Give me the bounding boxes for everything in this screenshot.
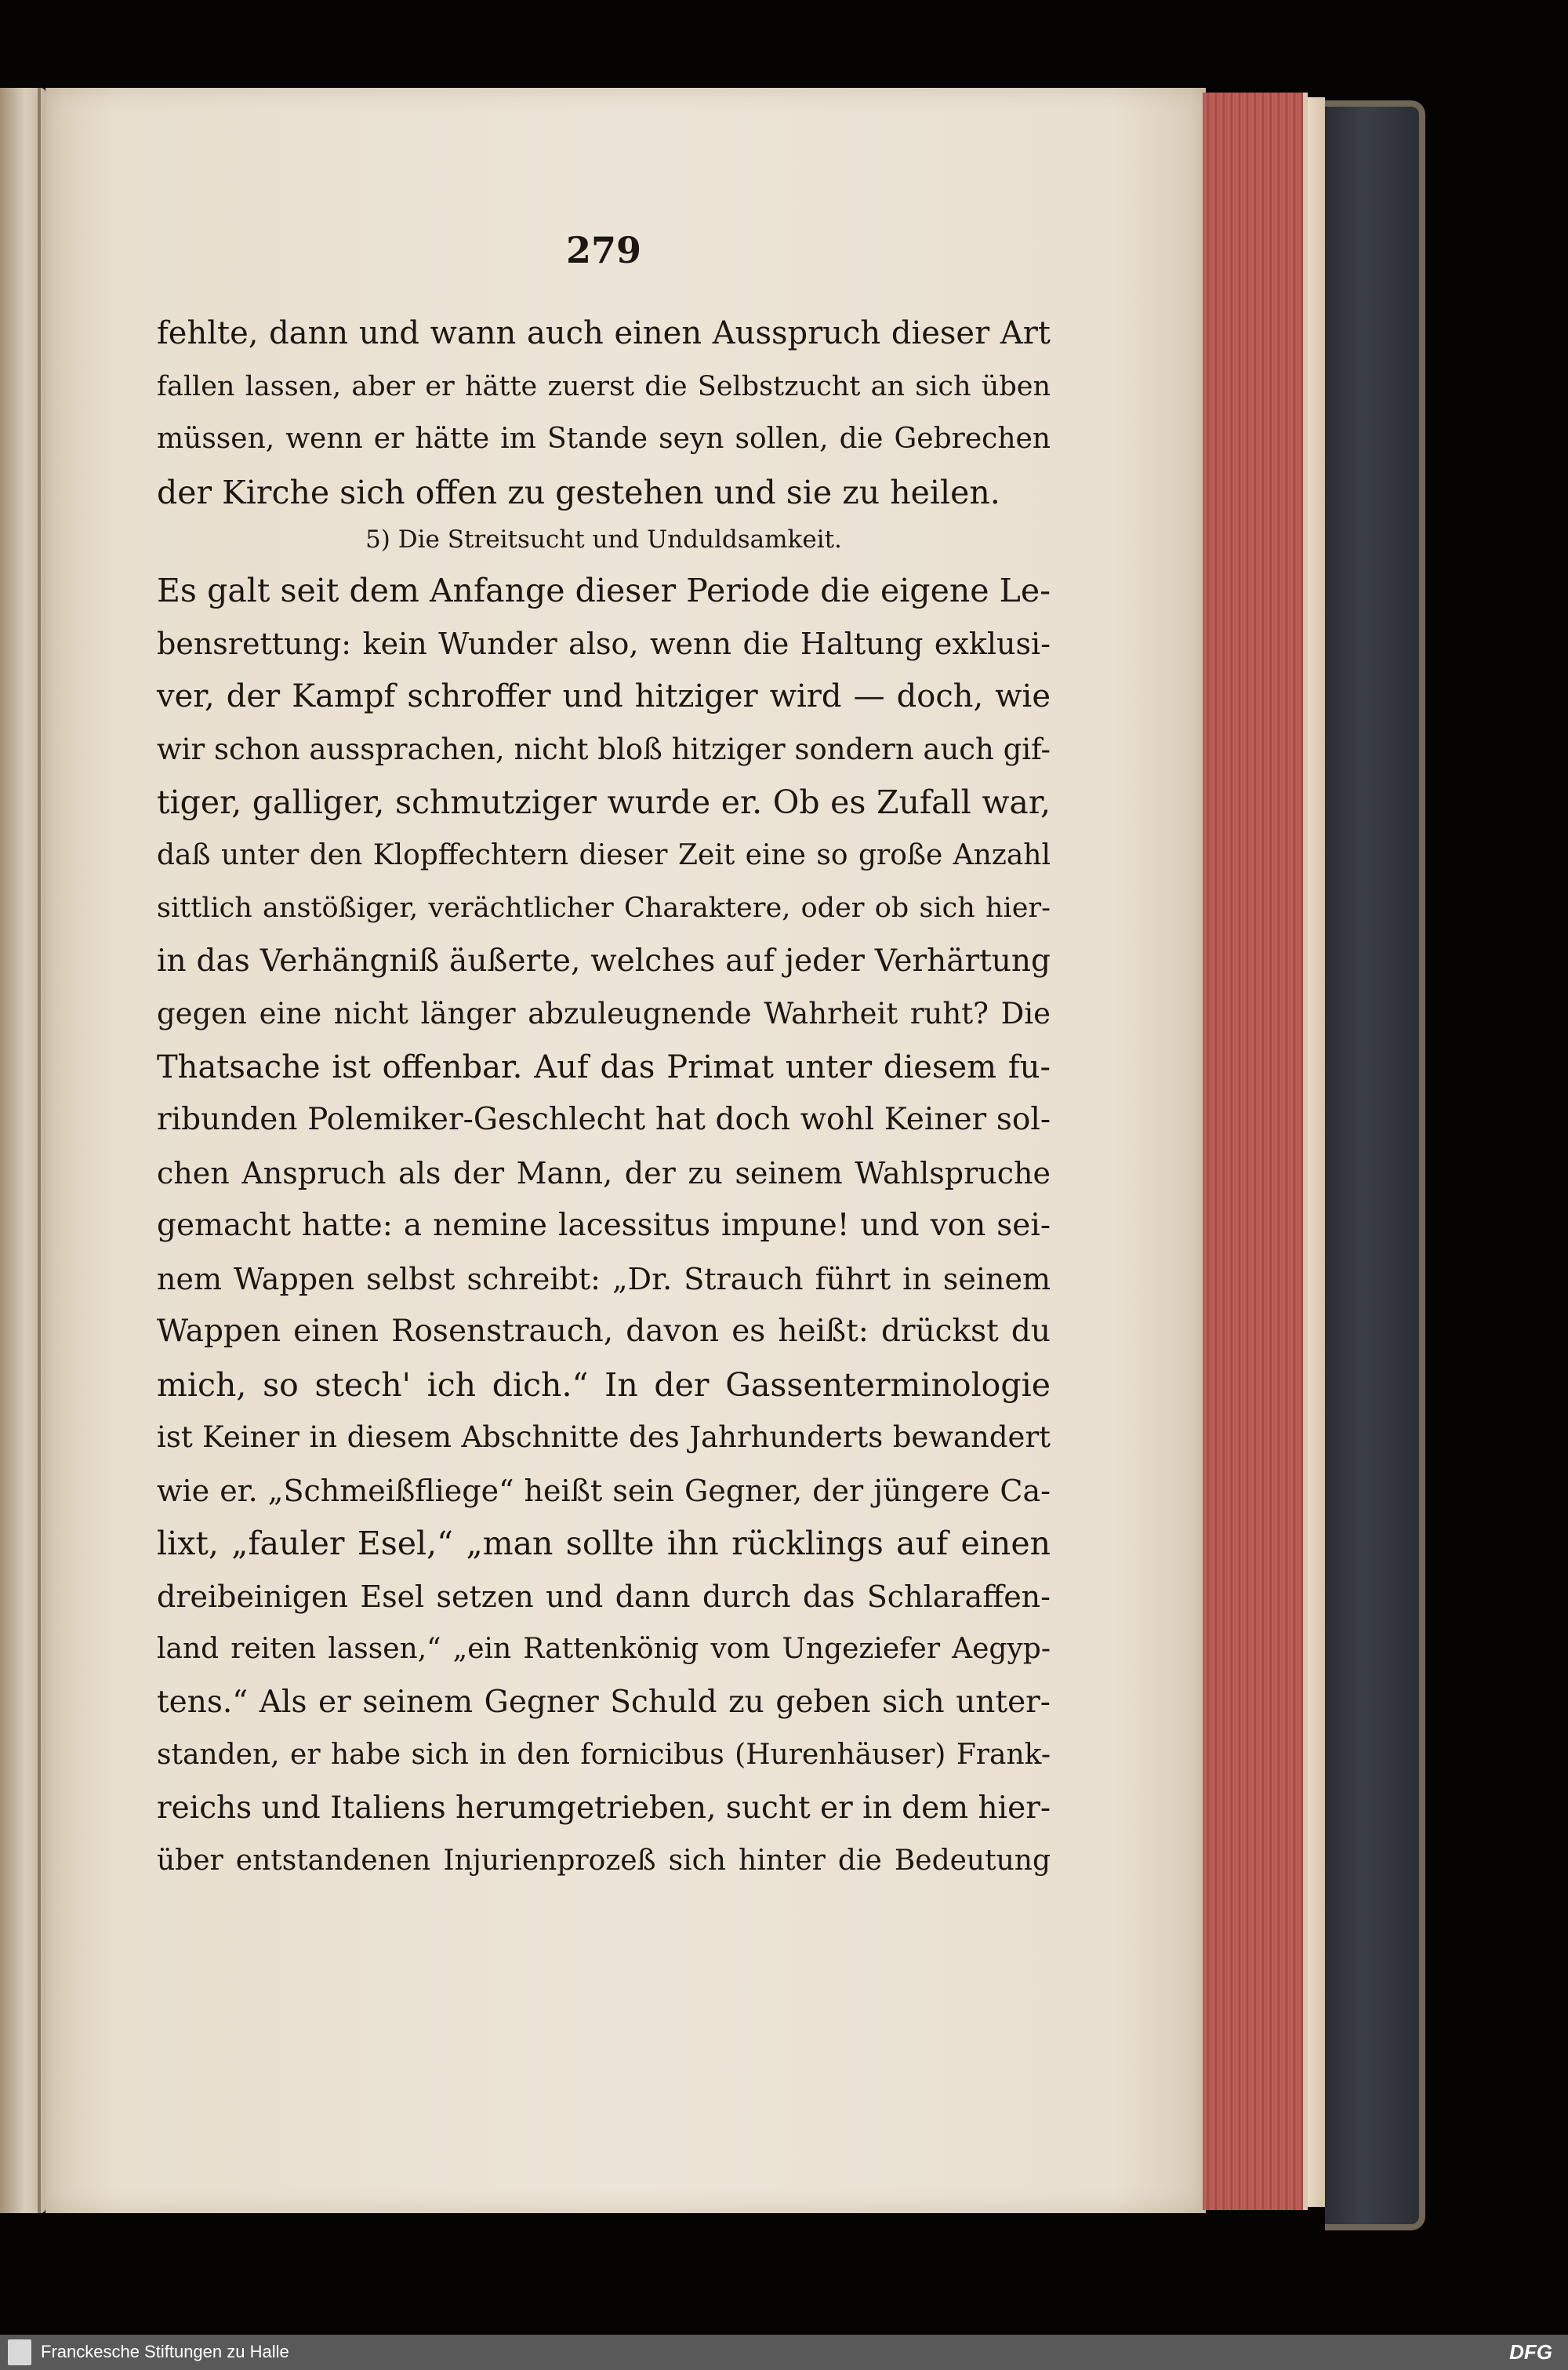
text-line: dreibeinigen Esel setzen und dann durch das Schlaraffen- (157, 1579, 1051, 1614)
page-number: 279 (565, 229, 642, 271)
text-line: ribunden Polemiker-Geschlecht hat doch wohl Keiner sol- (157, 1102, 1051, 1137)
text-line: reichs und Italiens herumgetrieben, sucht er in dem hier- (157, 1790, 1051, 1826)
text-line: der Kirche sich offen zu gestehen und sie zu heilen. (157, 473, 1000, 511)
footer-bar (0, 2335, 1568, 2370)
text-line: in das Verhängniß äußerte, welches auf jeder Verhärtung (157, 943, 1051, 979)
text-line: fehlte, dann und wann auch einen Ausspruch dieser Art (157, 315, 1051, 351)
red-page-edges (1203, 93, 1308, 2210)
section-heading: 5) Die Streitsucht und Unduldsamkeit. (365, 525, 842, 554)
text-line: tiger, galliger, schmutziger wurde er. Ob es Zufall war, (157, 783, 1051, 821)
text-line: mich, so stech' ich dich.“ In der Gassenterminologie (157, 1365, 1051, 1404)
institution-name: Franckesche Stiftungen zu Halle (41, 2342, 289, 2361)
text-line: lixt, „fauler Esel,“ „man sollte ihn rücklings auf einen (157, 1525, 1051, 1562)
text-line: nem Wappen selbst schreibt: „Dr. Strauch führt in seinem (157, 1261, 1051, 1296)
text-line: über entstandenen Injurienprozeß sich hinter die Bedeutung (157, 1845, 1051, 1877)
text-line: land reiten lassen,“ „ein Rattenkönig vom Ungeziefer Aegyp- (157, 1633, 1051, 1665)
endpaper-edge (1308, 97, 1325, 2207)
text-line: chen Anspruch als der Mann, der zu seinem Wahlspruche (157, 1155, 1051, 1190)
text-line: gegen eine nicht länger abzuleugnende Wahrheit ruht? Die (157, 997, 1051, 1031)
text-line: gemacht hatte: a nemine lacessitus impune! und von sei- (157, 1208, 1051, 1243)
page-gutter-line (38, 88, 41, 2213)
dfg-brand: DFG (1509, 2340, 1552, 2364)
text-line: wir schon aussprachen, nicht bloß hitziger sondern auch gif- (157, 732, 1051, 766)
text-line: bensrettung: kein Wunder also, wenn die Haltung exklusi- (157, 626, 1051, 661)
text-line: Es galt seit dem Anfange dieser Periode die eigene Le- (157, 572, 1051, 609)
text-line: tens.“ Als er seinem Gegner Schuld zu geben sich unter- (157, 1684, 1051, 1720)
text-line: sittlich anstößiger, verächtlicher Charaktere, oder ob sich hier- (157, 892, 1051, 924)
text-line: ver, der Kampf schroffer und hitziger wird — doch, wie (157, 678, 1051, 714)
text-line: daß unter den Klopffechtern dieser Zeit eine so große Anzahl (157, 838, 1051, 871)
text-line: fallen lassen, aber er hätte zuerst die Selbstzucht an sich üben (157, 370, 1051, 402)
institution-logo-icon (8, 2339, 31, 2365)
book-cover (1325, 100, 1425, 2230)
text-line: standen, er habe sich in den fornicibus (Hurenhäuser) Frank- (157, 1739, 1051, 1771)
text-line: Thatsache ist offenbar. Auf das Primat unter diesem fu- (157, 1049, 1051, 1085)
text-line: Wappen einen Rosenstrauch, davon es heißt: drückst du (157, 1314, 1051, 1349)
text-line: ist Keiner in diesem Abschnitte des Jahrhunderts bewandert (157, 1420, 1051, 1454)
text-line: wie er. „Schmeißfliege“ heißt sein Gegner, der jüngere Ca- (157, 1473, 1051, 1508)
text-line: müssen, wenn er hätte im Stande seyn sollen, die Gebrechen (157, 423, 1051, 455)
